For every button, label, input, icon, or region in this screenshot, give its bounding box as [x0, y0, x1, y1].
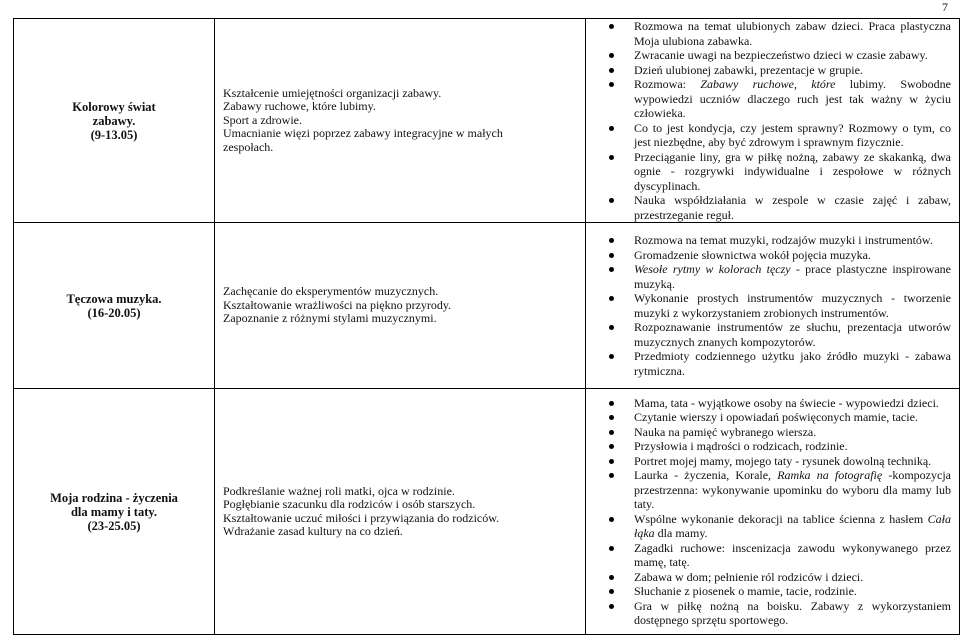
activities-list [606, 19, 951, 222]
goal-item: Wdrażanie zasad kultury na co dzień. [223, 524, 403, 538]
goal-item: Zachęcanie do eksperymentów muzycznych. [223, 284, 439, 299]
theme-dates: (9-13.05) [90, 127, 138, 142]
activity-item [606, 262, 951, 291]
activity-item [606, 512, 951, 541]
goal-item: Zapoznanie z różnymi stylami muzycznymi. [223, 311, 437, 326]
theme-title: Tęczowa muzyka. [66, 291, 162, 306]
table-row [14, 223, 960, 389]
activity-item: Rozmowa na temat muzyki, rodzajów muzyki i instrumentów. [606, 233, 951, 248]
activity-text: -kompozycja przestrzenna: wykonywanie upominku do wyboru dla mamy lub taty. [634, 468, 951, 511]
theme-title: dla mamy i taty. [70, 504, 158, 519]
activity-item: Gra w piłkę nożną na boisku. Zabawy z wykorzystaniem dostępnego sprzętu sportowego. [606, 599, 951, 628]
activity-item: Nauka współdziałania w zespole w czasie zajęć i zabaw, przestrzeganie reguł. [606, 193, 951, 222]
goal-item: Zabawy ruchowe, które lubimy. [223, 99, 376, 114]
activity-item: Zabawa w dom; pełnienie ról rodziców i dzieci. [606, 570, 951, 585]
activity-text: dla mamy. [654, 526, 708, 540]
activity-item [606, 77, 951, 121]
goals-cell [215, 389, 586, 635]
goal-item: zespołach. [223, 139, 274, 154]
activities-list [606, 233, 951, 378]
theme-title: Moja rodzina - życzenia [50, 490, 178, 505]
activity-item: Przedmioty codziennego użytku jako źródło muzyki - zabawa rytmiczna. [606, 349, 951, 378]
activity-item: Przeciąganie liny, gra w piłkę nożną, zabawy ze skakanką, dwa ognie - rozgrywki indywidualne i zespołowe w różnych dyscyplinach. [606, 150, 951, 194]
activity-item: Wykonanie prostych instrumentów muzycznych - tworzenie muzyki z wykorzystaniem zrobionych instrumentów. [606, 291, 951, 320]
activities-cell [586, 223, 960, 389]
theme-title: Kolorowy świat [72, 99, 156, 114]
activity-item: Portret mojej mamy, mojego taty - rysunek dowolną techniką. [606, 454, 951, 469]
theme-dates: (23-25.05) [87, 518, 141, 533]
theme-cell [14, 389, 215, 635]
table-row [14, 389, 960, 635]
goal-item: Kształcenie umiejętności organizacji zabawy. [223, 85, 442, 100]
activity-item: Słuchanie z piosenek o mamie, tacie, rodzinie. [606, 584, 951, 599]
activity-item: Rozpoznawanie instrumentów ze słuchu, prezentacja utworów muzycznych znanych kompozytorów. [606, 320, 951, 349]
theme-cell [14, 19, 215, 223]
activity-item: Gromadzenie słownictwa wokół pojęcia muzyka. [606, 248, 951, 263]
lesson-plan-table [13, 18, 960, 635]
activity-item: Zagadki ruchowe: inscenizacja zawodu wykonywanego przez mamę, tatę. [606, 541, 951, 570]
activity-item: Rozmowa na temat ulubionych zabaw dzieci. Praca plastyczna Moja ulubiona zabawka. [606, 19, 951, 48]
activity-item: Dzień ulubionej zabawki, prezentacje w grupie. [606, 63, 951, 78]
activities-cell [586, 389, 960, 635]
activity-item [606, 468, 951, 512]
theme-dates: (16-20.05) [87, 305, 141, 320]
activity-title-italic: Cała łąka [634, 511, 951, 540]
page-number: 7 [942, 0, 948, 14]
goal-item: Podkreślanie ważnej roli matki, ojca w rodzinie. [223, 483, 455, 498]
activities-cell [586, 19, 960, 223]
theme-cell [14, 223, 215, 389]
activity-item: Przysłowia i mądrości o rodzicach, rodzinie. [606, 439, 951, 454]
activity-item: Co to jest kondycja, czy jestem sprawny? Rozmowy o tym, co jest niezbędne, aby być zdrowym i sprawnym fizycznie. [606, 121, 951, 150]
activity-text: - prace plastyczne inspirowane muzyką. [634, 262, 951, 291]
goal-item: Umacnianie więzi poprzez zabawy integracyjne w małych [223, 126, 503, 141]
activity-item: Mama, tata - wyjątkowe osoby na świecie - wypowiedzi dzieci. [606, 396, 951, 411]
activity-text: Rozmowa: [634, 77, 701, 91]
table-row [14, 19, 960, 223]
activity-title-italic: Ramka na fotografię [777, 468, 883, 482]
activity-text: lubimy. Swobodne wypowiedzi uczniów dlaczego ruch jest tak ważny w życiu człowieka. [634, 77, 951, 120]
goals-cell [215, 223, 586, 389]
activity-item: Nauka na pamięć wybranego wiersza. [606, 425, 951, 440]
goal-item: Kształtowanie wrażliwości na piękno przyrody. [223, 297, 452, 312]
activity-text: Laurka - życzenia, Korale, [634, 468, 778, 482]
activity-item: Zwracanie uwagi na bezpieczeństwo dzieci w czasie zabawy. [606, 48, 951, 63]
goal-item: Sport a zdrowie. [223, 112, 302, 127]
activity-text: Wspólne wykonanie dekoracji na tablice ścienna z hasłem [634, 511, 928, 526]
activities-list [606, 396, 951, 628]
goal-item: Pogłębianie szacunku dla rodziców i osób starszych. [223, 497, 476, 511]
activity-title-italic: Zabawy ruchowe, które [700, 77, 836, 91]
goals-cell [215, 19, 586, 223]
theme-title: zabawy. [92, 113, 136, 128]
activity-item: Czytanie wierszy i opowiadań poświęconych mamie, tacie. [606, 410, 951, 425]
activity-title-italic: Wesołe rytmy w kolorach tęczy [634, 262, 791, 276]
goal-item: Kształtowanie uczuć miłości i przywiązania do rodziców. [223, 510, 500, 525]
